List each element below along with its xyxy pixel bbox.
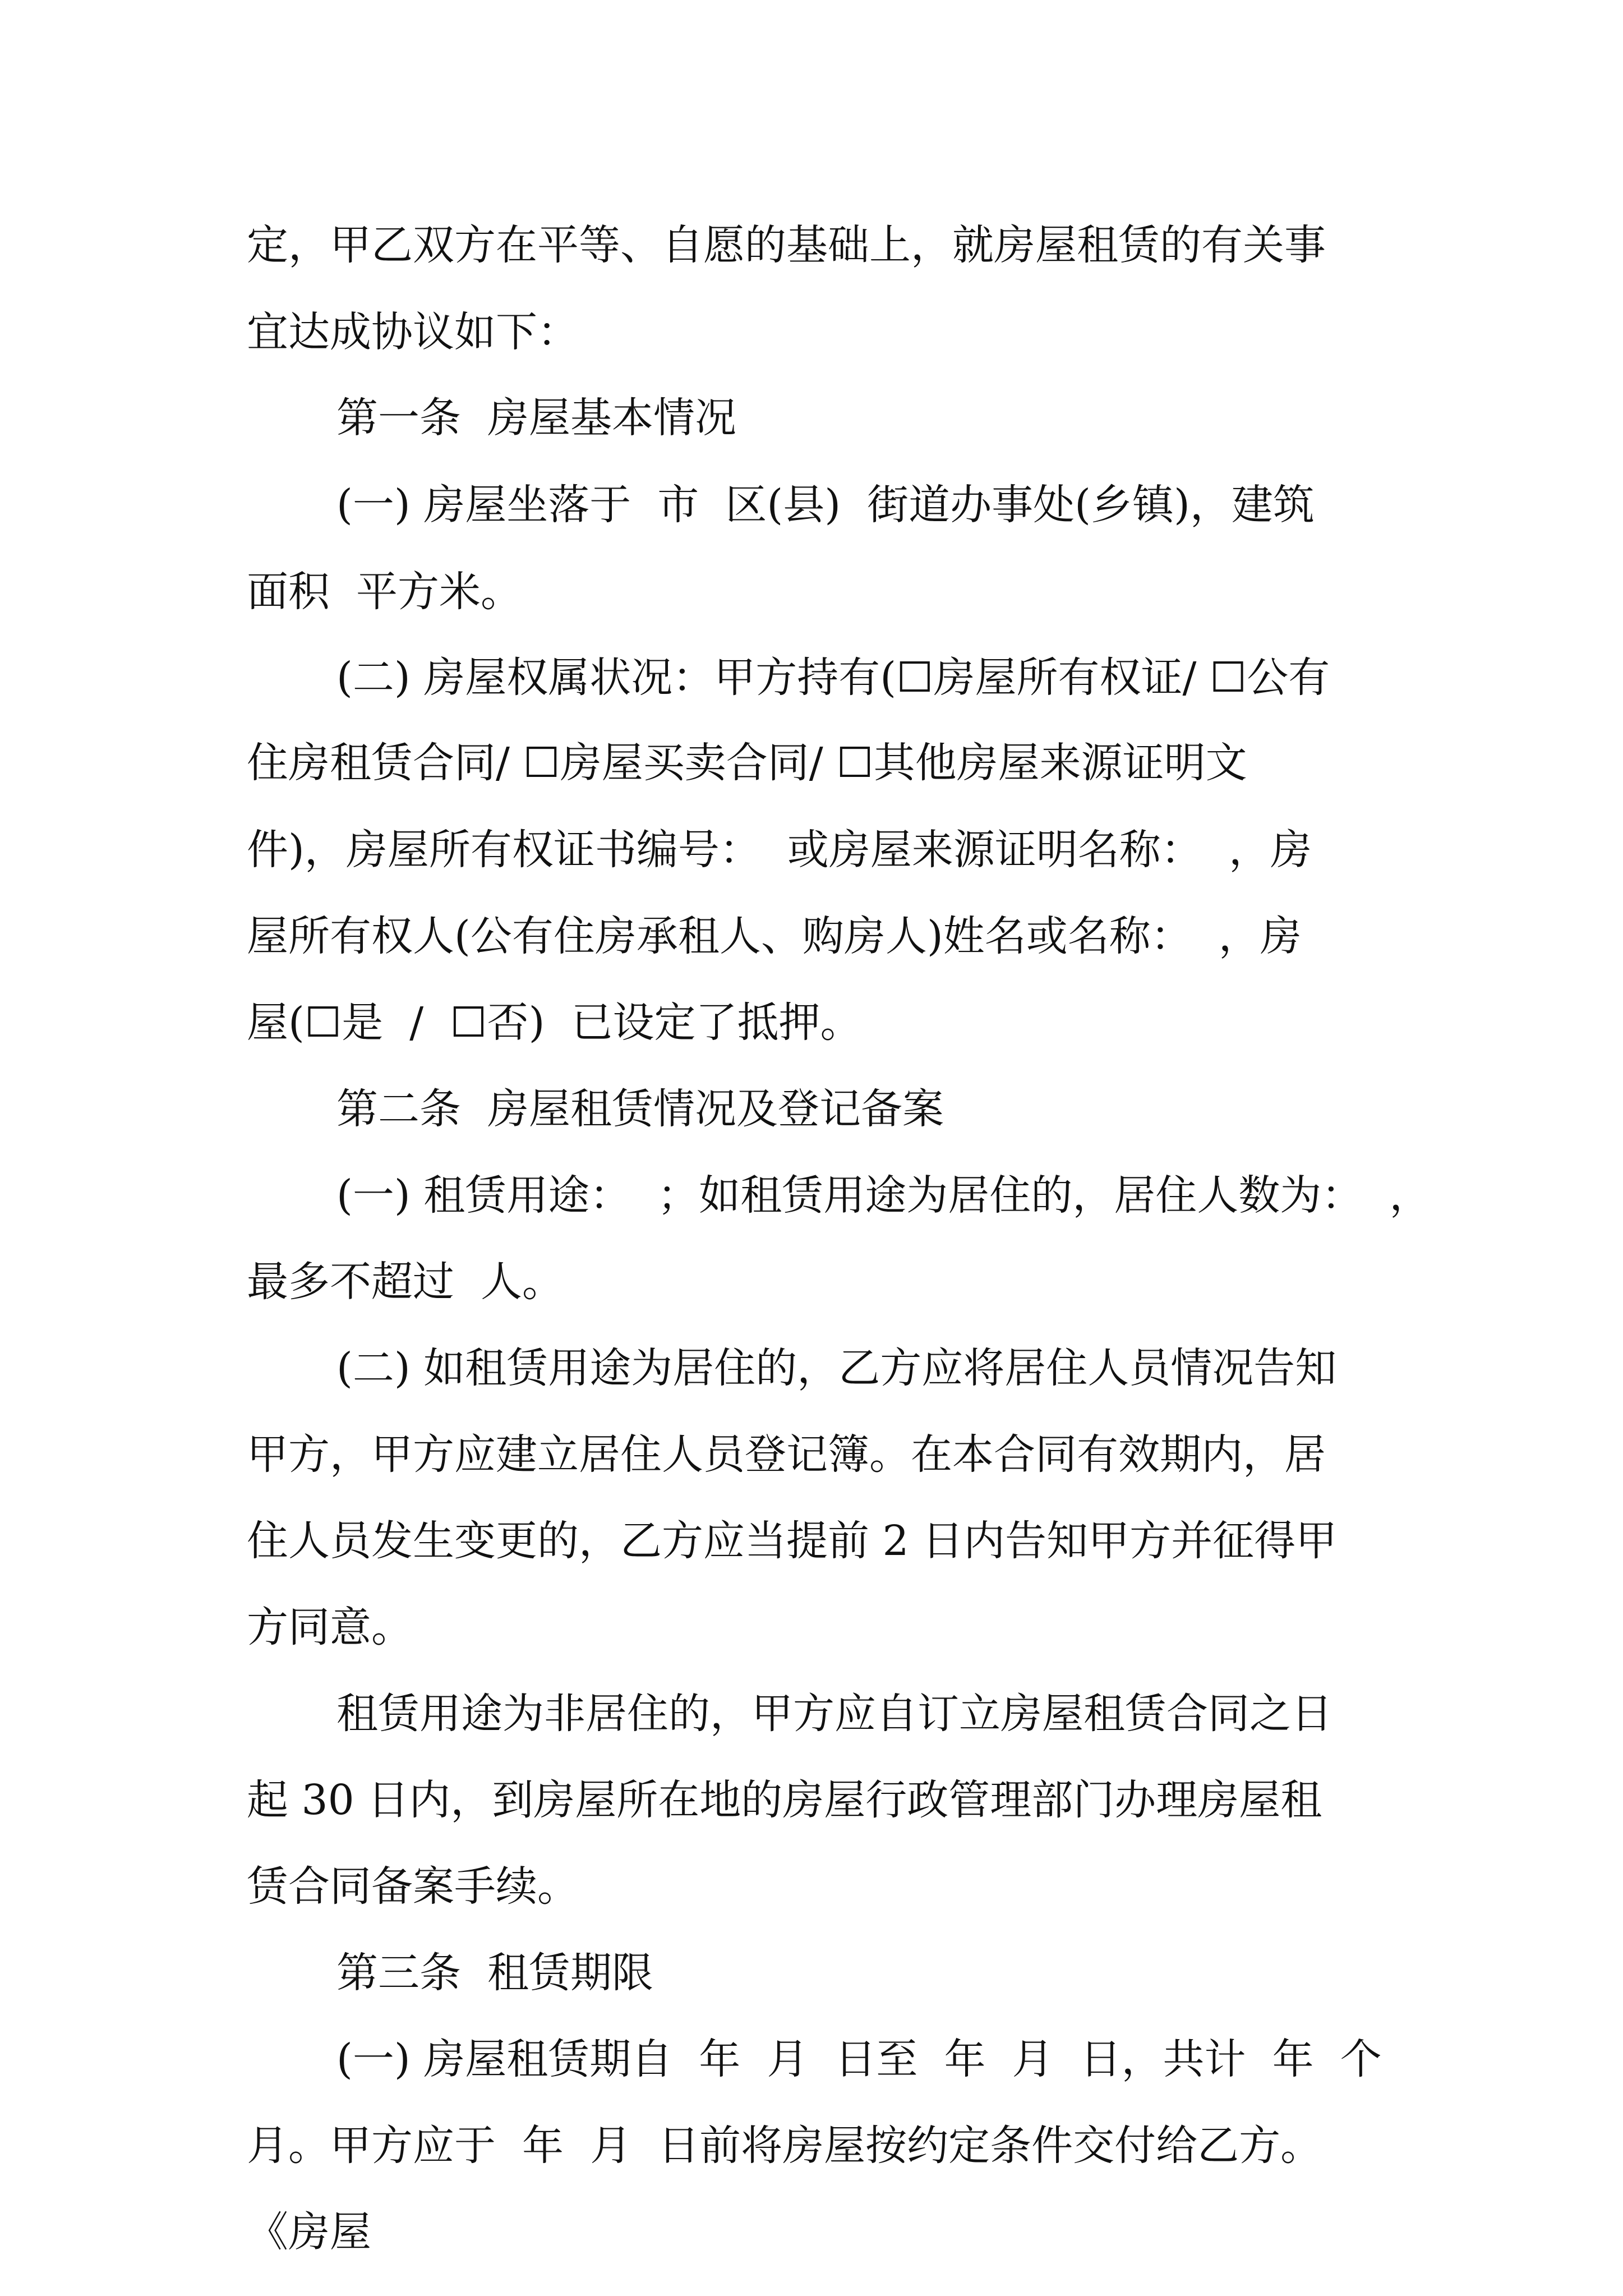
text-line: 宜达成协议如下： [247,308,579,356]
section-heading: 第三条 租赁期限 [336,1949,654,1997]
text-line: 起 30 日内，到房屋所在地的房屋行政管理部门办理房屋租 [247,1776,1322,1824]
text-line: 最多不超过 人。 [247,1258,564,1306]
text-line: 甲方，甲方应建立居住人员登记簿。在本合同有效期内，居 [247,1430,1326,1479]
section-heading: 第一条 房屋基本情况 [336,394,737,442]
text-line: (二) 如租赁用途为居住的，乙方应将居住人员情况告知 [336,1344,1337,1392]
text-line: 件)，房屋所有权证书编号： 或房屋来源证明名称： ，房 [247,826,1312,874]
text-line: (一) 房屋坐落于 市 区(县) 街道办事处(乡镇)，建筑 [336,481,1315,529]
text-line: (一) 租赁用途： ；如租赁用途为居住的，居住人数为： ， [336,1171,1431,1220]
text-line: 月。甲方应于 年 月 日前将房屋按约定条件交付给乙方。 [247,2122,1322,2170]
text-line: (一) 房屋租赁期自 年 月 日至 年 月 日，共计 年 个 [336,2035,1382,2083]
text-line: 定，甲乙双方在平等、自愿的基础上，就房屋租赁的有关事 [247,221,1326,269]
text-line: 租赁用途为非居住的，甲方应自订立房屋租赁合同之日 [336,1690,1332,1738]
text-line: 《房屋 [247,2208,371,2256]
text-line: 住人员发生变更的，乙方应当提前 2 日内告知甲方并征得甲 [247,1517,1338,1565]
section-heading: 第二条 房屋租赁情况及登记备案 [336,1085,944,1133]
text-line: 住房租赁合同/ ☐房屋买卖合同/ ☐其他房屋来源证明文 [247,739,1247,787]
text-line: 面积 平方米。 [247,568,523,616]
text-line: 方同意。 [247,1603,413,1651]
text-line: (二) 房屋权属状况：甲方持有(☐房屋所有权证/ ☐公有 [336,654,1330,702]
text-line: 屋所有权人(公有住房承租人、购房人)姓名或名称： ，房 [247,912,1302,960]
text-line: 赁合同备案手续。 [247,1862,579,1911]
text-line: 屋(☐是 / ☐否) 已设定了抵押。 [247,999,862,1047]
